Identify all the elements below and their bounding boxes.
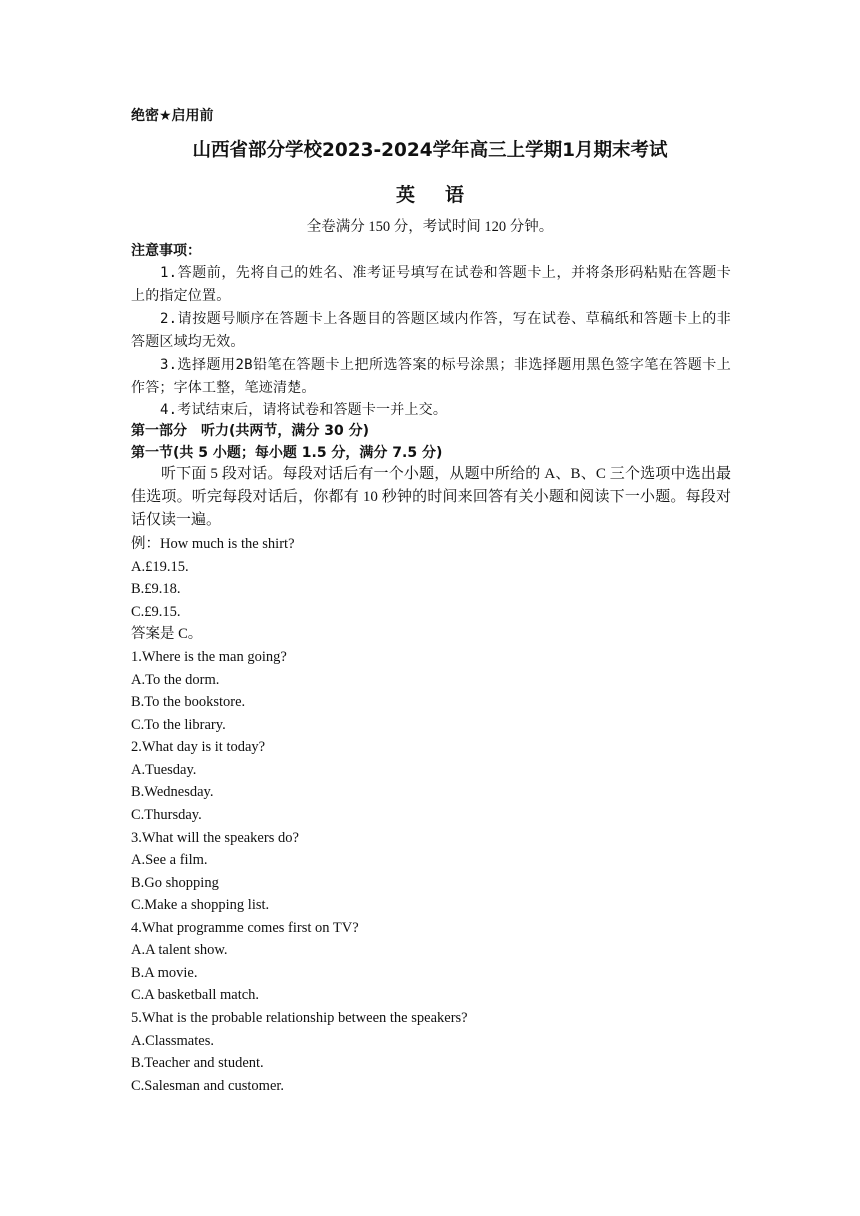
option: B.£9.18. [131,581,181,597]
notice-item: 4.考试结束后，请将试卷和答题卡一并上交。 [160,402,448,418]
option: A.See a film. [131,852,208,868]
option: A.Classmates. [131,1033,214,1049]
option: C.£9.15. [131,604,181,620]
option: B.To the bookstore. [131,694,246,710]
option: C.Salesman and customer. [131,1078,285,1094]
secret-label: 绝密★启用前 [131,108,214,124]
notice-item: 2.请按题号顺序在答题卡上各题目的答题区域内作答，写在试卷、草稿纸和答题卡上的非答题区域均无效。 [131,311,731,350]
question: 1.Where is the man going? [131,649,287,665]
subject-title: 英语 [395,184,494,206]
part-heading: 第一部分 听力(共两节，满分 30 分) [131,423,370,439]
exam-title: 山西省部分学校2023-2024学年高三上学期1月期末考试 [192,140,668,161]
question: 2.What day is it today? [131,739,266,755]
option: B.Wednesday. [131,784,214,800]
option: C.A basketball match. [131,987,260,1003]
option: B.A movie. [131,965,198,981]
notice-heading: 注意事项： [131,243,201,259]
option: B.Go shopping [131,875,219,891]
option: C.Thursday. [131,807,202,823]
question: 4.What programme comes first on TV? [131,920,359,936]
option: A.£19.15. [131,559,189,575]
question: 5.What is the probable relationship between the speakers? [131,1010,468,1026]
option: A.Tuesday. [131,762,197,778]
option: C.To the library. [131,717,226,733]
option: A.A talent show. [131,942,228,958]
option: C.Make a shopping list. [131,897,270,913]
question: 3.What will the speakers do? [131,830,299,846]
notice-item: 1.答题前，先将自己的姓名、准考证号填写在试卷和答题卡上，并将条形码粘贴在答题卡上的指定位置。 [131,265,731,304]
option: B.Teacher and student. [131,1055,264,1071]
section-heading: 第一节(共 5 小题；每小题 1.5 分，满分 7.5 分) [131,445,443,461]
notice-item: 3.选择题用2B铅笔在答题卡上把所选答案的标号涂黑；非选择题用黑色签字笔在答题卡上作答；字体工整，笔迹清楚。 [131,357,731,396]
example-question: 例：How much is the shirt? [131,536,295,552]
example-answer: 答案是 C。 [131,626,203,642]
option: A.To the dorm. [131,672,220,688]
section-intro: 听下面 5 段对话。每段对话后有一个小题，从题中所给的 A、B、C 三个选项中选出最佳选项。听完每段对话后，你都有 10 秒钟的时间来回答有关小题和阅读下一小题。每段对话仅读一遍。 [131,466,731,528]
score-info: 全卷满分 150 分，考试时间 120 分钟。 [306,219,554,235]
